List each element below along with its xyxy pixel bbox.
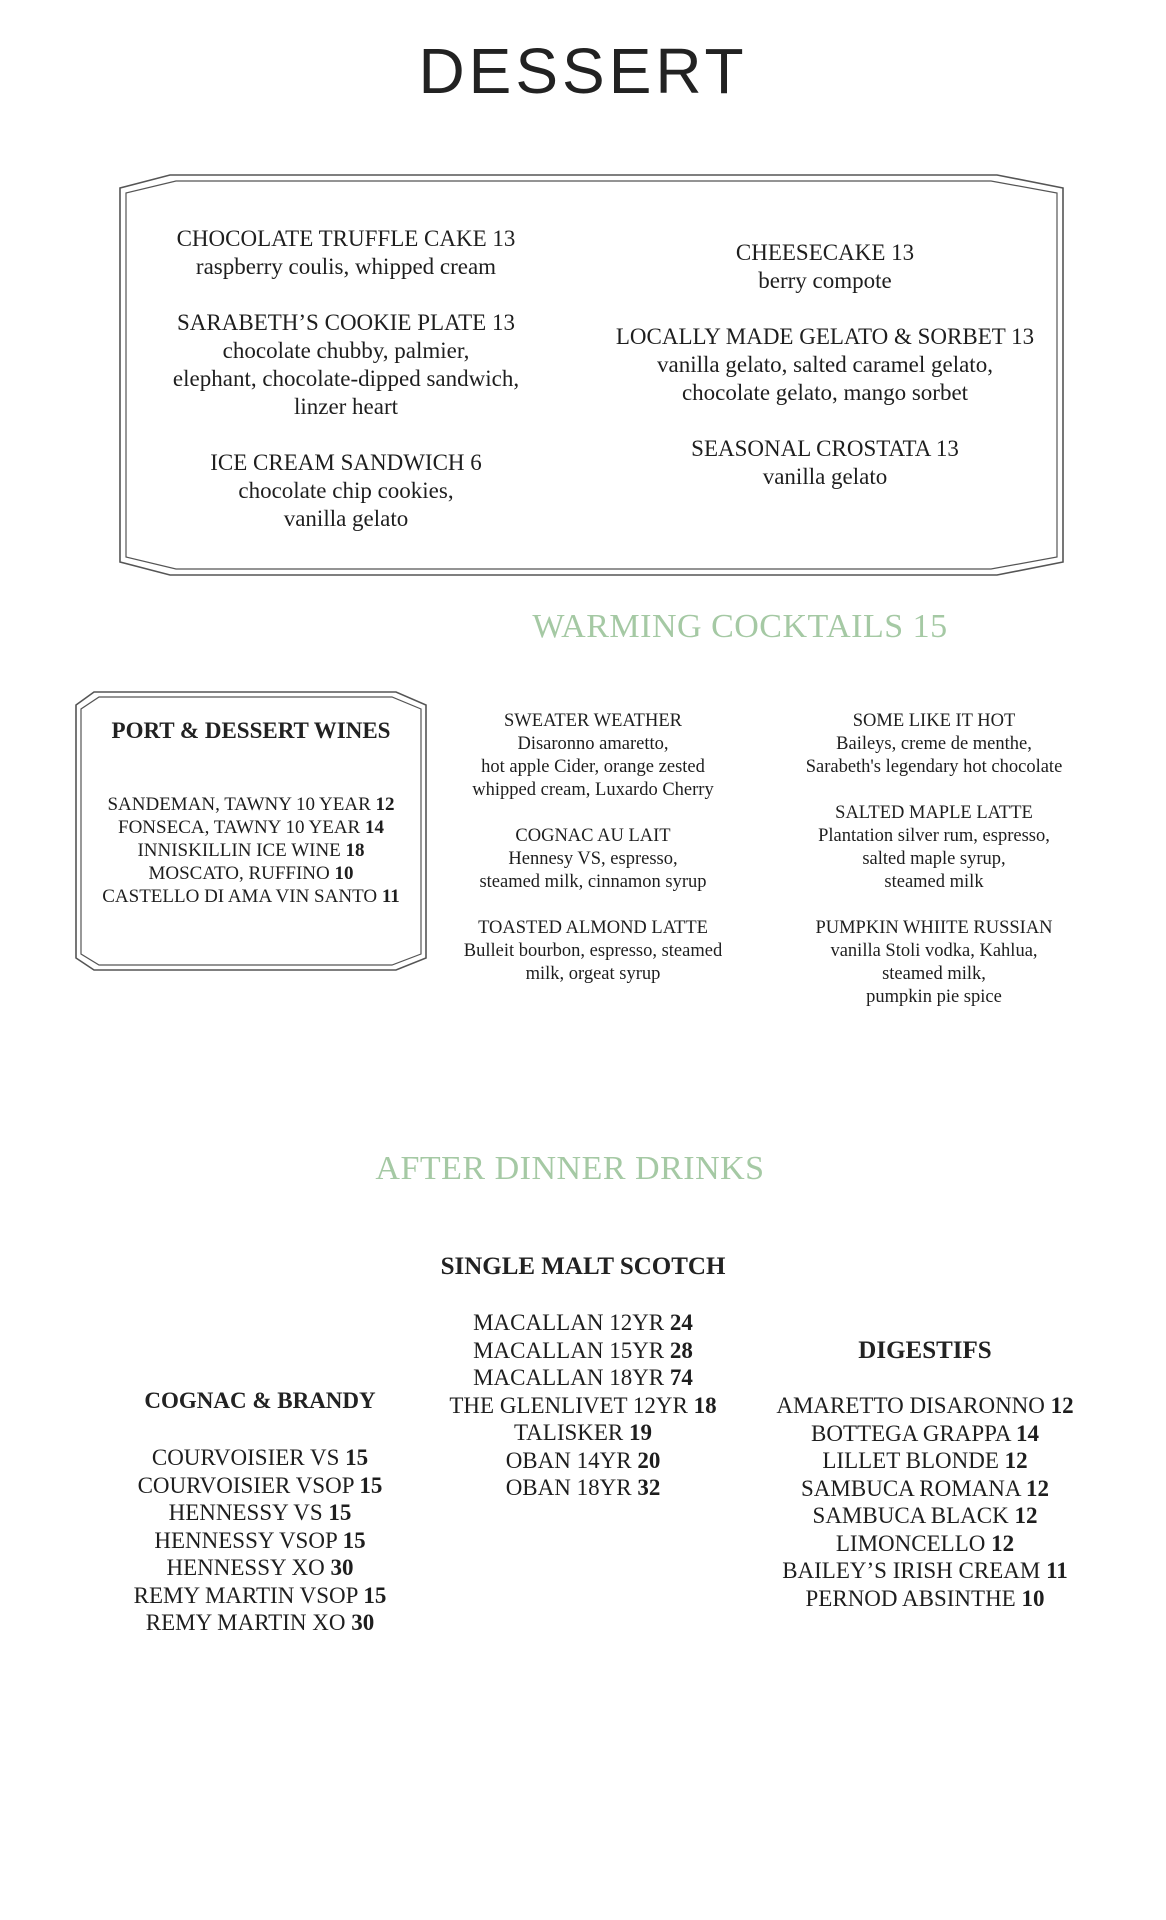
drink-price: 12 bbox=[1014, 1503, 1038, 1528]
drink-item bbox=[70, 1527, 450, 1555]
drink-item bbox=[750, 1557, 1100, 1585]
drink-name: REMY MARTIN XO bbox=[145, 1610, 346, 1635]
dessert-name: ICE CREAM SANDWICH 6 bbox=[210, 450, 482, 475]
cognac-heading: COGNAC & BRANDY bbox=[144, 1388, 376, 1413]
drink-item bbox=[70, 1472, 450, 1500]
cocktail-desc: steamed milk bbox=[884, 872, 984, 892]
drink-price: 12 bbox=[1004, 1448, 1028, 1473]
dessert-name: SEASONAL CROSTATA 13 bbox=[691, 436, 959, 461]
wine-item bbox=[76, 839, 426, 862]
drink-price: 15 bbox=[363, 1582, 387, 1608]
dessert-desc: berry compote bbox=[758, 268, 892, 293]
drink-price: 14 bbox=[1015, 1420, 1039, 1446]
wine-name: INNISKILLIN ICE WINE bbox=[137, 840, 341, 861]
dessert-name: LOCALLY MADE GELATO & SORBET 13 bbox=[615, 324, 1035, 349]
wine-name: CASTELLO DI AMA VIN SANTO bbox=[102, 886, 378, 907]
drink-item bbox=[70, 1582, 450, 1610]
drink-price: 12 bbox=[991, 1530, 1015, 1556]
wine-price: 10 bbox=[334, 863, 354, 884]
dessert-item bbox=[146, 309, 546, 421]
digestifs-heading: DIGESTIFS bbox=[858, 1337, 992, 1364]
wine-price: 14 bbox=[364, 817, 384, 838]
dessert-item bbox=[605, 435, 1045, 491]
cocktails-heading: WARMING COCKTAILS 15 bbox=[532, 608, 948, 645]
cocktail-name: SALTED MAPLE LATTE bbox=[835, 803, 1033, 823]
drink-name: BOTTEGA GRAPPA bbox=[811, 1420, 1011, 1446]
cocktail-desc: hot apple Cider, orange zested bbox=[481, 757, 705, 777]
cognac-list bbox=[70, 1444, 450, 1637]
drink-item bbox=[750, 1502, 1100, 1530]
port-wines-heading: PORT & DESSERT WINES bbox=[111, 718, 391, 743]
drink-name: BAILEY’S IRISH CREAM bbox=[782, 1558, 1041, 1583]
dessert-column-right bbox=[605, 239, 1045, 519]
drink-item bbox=[70, 1554, 450, 1582]
drink-item bbox=[70, 1444, 450, 1472]
drink-price: 18 bbox=[693, 1392, 717, 1418]
dessert-desc: vanilla gelato, salted caramel gelato, bbox=[657, 352, 993, 377]
dessert-name: CHEESECAKE 13 bbox=[735, 240, 915, 265]
drink-price: 30 bbox=[351, 1610, 375, 1635]
drink-price: 15 bbox=[359, 1472, 383, 1498]
cocktail-desc: Bulleit bourbon, espresso, steamed bbox=[463, 941, 723, 961]
wine-name: FONSECA, TAWNY 10 YEAR bbox=[118, 817, 361, 838]
drink-name: COURVOISIER VSOP bbox=[137, 1472, 354, 1498]
drink-name: HENNESSY XO bbox=[166, 1555, 325, 1580]
cocktail-name: SOME LIKE IT HOT bbox=[852, 711, 1016, 731]
cocktail-desc: Sarabeth's legendary hot chocolate bbox=[805, 757, 1063, 777]
page-title: DESSERT bbox=[418, 35, 748, 107]
cocktail-item bbox=[764, 710, 1104, 779]
drink-name: LIMONCELLO bbox=[835, 1530, 986, 1556]
cocktail-desc: steamed milk, cinnamon syrup bbox=[479, 872, 707, 892]
drink-price: 10 bbox=[1021, 1585, 1045, 1611]
drink-price: 24 bbox=[669, 1310, 693, 1335]
drink-name: MACALLAN 12YR bbox=[473, 1310, 665, 1335]
dessert-desc: linzer heart bbox=[293, 394, 399, 419]
drink-price: 15 bbox=[342, 1527, 366, 1553]
drink-item bbox=[750, 1447, 1100, 1475]
cocktail-name: TOASTED ALMOND LATTE bbox=[478, 918, 708, 938]
drink-name: SAMBUCA BLACK bbox=[812, 1503, 1009, 1528]
cocktail-desc: salted maple syrup, bbox=[862, 849, 1006, 869]
drink-item bbox=[383, 1337, 783, 1365]
drink-name: OBAN 14YR bbox=[505, 1447, 632, 1473]
wine-price: 18 bbox=[345, 840, 365, 861]
cocktail-item bbox=[764, 802, 1104, 894]
drink-name: HENNESSY VS bbox=[168, 1500, 323, 1525]
drink-item bbox=[750, 1475, 1100, 1503]
cocktail-desc: vanilla Stoli vodka, Kahlua, bbox=[830, 941, 1038, 961]
drink-item bbox=[383, 1309, 783, 1337]
dessert-desc: chocolate gelato, mango sorbet bbox=[681, 380, 969, 405]
digestifs-list bbox=[750, 1392, 1100, 1612]
cocktail-desc: steamed milk, bbox=[882, 964, 986, 984]
drink-name: MACALLAN 15YR bbox=[473, 1337, 665, 1363]
wine-item bbox=[76, 862, 426, 885]
drink-item bbox=[750, 1530, 1100, 1558]
cocktail-desc: Hennesy VS, espresso, bbox=[508, 849, 678, 869]
drink-name: HENNESSY VSOP bbox=[154, 1527, 337, 1553]
cocktail-item bbox=[764, 917, 1104, 1009]
drink-price: 12 bbox=[1025, 1475, 1049, 1501]
drink-price: 74 bbox=[669, 1365, 693, 1390]
drink-name: SAMBUCA ROMANA bbox=[801, 1475, 1021, 1501]
cocktail-desc: Disaronno amaretto, bbox=[517, 734, 669, 754]
scotch-heading: SINGLE MALT SCOTCH bbox=[440, 1253, 726, 1280]
cocktail-desc: pumpkin pie spice bbox=[866, 987, 1002, 1007]
wine-item bbox=[76, 793, 426, 816]
dessert-item bbox=[605, 239, 1045, 295]
drink-name: LILLET BLONDE bbox=[822, 1448, 999, 1473]
drink-name: MACALLAN 18YR bbox=[473, 1365, 665, 1390]
drink-item bbox=[70, 1609, 450, 1637]
drink-name: AMARETTO DISARONNO bbox=[776, 1393, 1045, 1418]
cocktail-desc: milk, orgeat syrup bbox=[525, 964, 661, 984]
drink-name: PERNOD ABSINTHE bbox=[805, 1585, 1016, 1611]
dessert-desc: elephant, chocolate-dipped sandwich, bbox=[172, 366, 520, 391]
cocktails-column-right bbox=[764, 710, 1104, 1032]
cocktail-name: COGNAC AU LAIT bbox=[515, 826, 671, 846]
port-wines-list bbox=[76, 793, 426, 908]
cocktail-name: PUMPKIN WHIITE RUSSIAN bbox=[815, 918, 1053, 938]
dessert-desc: chocolate chubby, palmier, bbox=[222, 338, 470, 363]
drink-name: REMY MARTIN VSOP bbox=[133, 1582, 358, 1608]
cocktails-column-left bbox=[428, 710, 758, 1009]
after-dinner-heading: AFTER DINNER DRINKS bbox=[375, 1150, 765, 1187]
drink-name: THE GLENLIVET 12YR bbox=[449, 1392, 688, 1418]
dessert-item bbox=[605, 323, 1045, 407]
dessert-name: SARABETH’S COOKIE PLATE 13 bbox=[177, 310, 515, 335]
drink-item bbox=[70, 1499, 450, 1527]
drink-price: 15 bbox=[328, 1500, 352, 1525]
dessert-desc: chocolate chip cookies, bbox=[238, 478, 454, 503]
dessert-item bbox=[146, 225, 546, 281]
dessert-desc: vanilla gelato bbox=[762, 464, 888, 489]
cocktail-desc: Baileys, creme de menthe, bbox=[836, 734, 1032, 754]
drink-name: TALISKER bbox=[513, 1420, 624, 1445]
drink-price: 11 bbox=[1046, 1558, 1068, 1583]
cocktail-desc: Plantation silver rum, espresso, bbox=[818, 826, 1050, 846]
cocktail-item bbox=[428, 917, 758, 986]
drink-item bbox=[750, 1585, 1100, 1613]
drink-price: 28 bbox=[669, 1337, 693, 1363]
dessert-name: CHOCOLATE TRUFFLE CAKE 13 bbox=[176, 226, 516, 251]
drink-item bbox=[750, 1392, 1100, 1420]
cocktail-desc: whipped cream, Luxardo Cherry bbox=[472, 780, 714, 800]
wine-name: MOSCATO, RUFFINO bbox=[148, 863, 330, 884]
wine-item bbox=[76, 885, 426, 908]
cocktail-item bbox=[428, 710, 758, 802]
drink-price: 30 bbox=[330, 1555, 354, 1580]
drink-price: 12 bbox=[1050, 1393, 1074, 1418]
wine-price: 11 bbox=[381, 886, 400, 907]
wine-name: SANDEMAN, TAWNY 10 YEAR bbox=[107, 794, 371, 815]
cocktail-item bbox=[428, 825, 758, 894]
dessert-item bbox=[146, 449, 546, 533]
drink-price: 32 bbox=[637, 1475, 661, 1500]
drink-item bbox=[750, 1420, 1100, 1448]
dessert-desc: raspberry coulis, whipped cream bbox=[195, 254, 497, 279]
wine-price: 12 bbox=[375, 794, 395, 815]
drink-name: COURVOISIER VS bbox=[151, 1445, 340, 1470]
drink-item bbox=[383, 1419, 783, 1447]
drink-price: 19 bbox=[629, 1420, 653, 1445]
wine-item bbox=[76, 816, 426, 839]
drink-price: 20 bbox=[637, 1447, 661, 1473]
dessert-desc: vanilla gelato bbox=[283, 506, 409, 531]
dessert-column-left bbox=[146, 225, 546, 561]
drink-price: 15 bbox=[345, 1445, 369, 1470]
drink-name: OBAN 18YR bbox=[505, 1475, 632, 1500]
cocktail-name: SWEATER WEATHER bbox=[504, 711, 682, 731]
